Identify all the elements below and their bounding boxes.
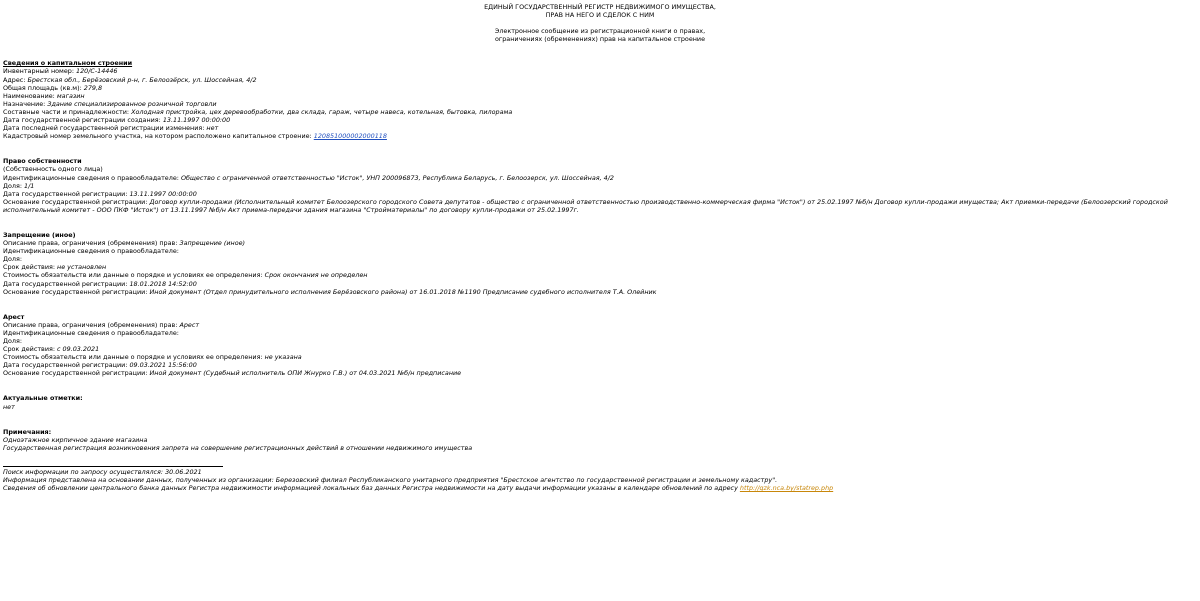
ownership-basis: Основание государственной регистрации: Договор купли-продажи (Исполнительный комитет Белоозерского городского Совета депутатов - общество с ограниченной ответственностью производственно-коммерческая фирма "Исток") от 25.02.1997 №б/н Договор купли-продажи имущества; Акт приемки-передачи (Белоозерский городской исполнительный комитет - ООО ПКФ "Исток") от 13.11.1997 №б/н Акт приема-передачи здания магазина "Стройматериалы" по договору купли-продажи от 25.02.1997г. xyxy=(3,197,1168,214)
building-name: Наименование: магазин xyxy=(3,91,85,100)
update-calendar-link[interactable]: http://gzk.nca.by/statrep.php xyxy=(739,484,834,493)
header-line-2: ПРАВ НА НЕГО И СДЕЛОК С НИМ xyxy=(545,11,655,20)
notes-line-2: Государственная регистрация возникновения запрета на совершение регистрационных действий в отношении недвижимого имущества xyxy=(3,443,473,452)
source-note: Информация представлена на основании данных, полученных из организации: Березовский филиал Республиканского унитарного предприятия "Брестское агентство по государственной регистрации и земельному кадастру". xyxy=(3,476,778,485)
ownership-date: Дата государственной регистрации: 13.11.1997 00:00:00 xyxy=(3,189,197,198)
inventory-number: Инвентарный номер: 120/C-14446 xyxy=(3,67,118,76)
arrest-cost: Стоимость обязательств или данные о порядке и условиях ее определения: не указана xyxy=(3,353,302,362)
building-section xyxy=(3,59,1200,140)
address: Адрес: Брестская обл., Берёзовский р-н, г. Белоозёрск, ул. Шоссейная, 4/2 xyxy=(3,75,257,84)
ban-cost: Стоимость обязательств или данные о порядке и условиях ее определения: Срок окончания не определен xyxy=(3,271,368,280)
document-header xyxy=(3,3,1197,43)
ownership-section xyxy=(3,157,1200,214)
creation-date: Дата государственной регистрации создания: 13.11.1997 00:00:00 xyxy=(3,116,231,125)
building-section-title: Сведения о капитальном строении xyxy=(3,59,133,68)
ban-section xyxy=(3,231,1200,296)
ownership-subtitle: (Собственность одного лица) xyxy=(3,165,103,174)
ban-section-title: Запрещение (иное) xyxy=(3,230,76,239)
header-line-4: ограничениях (обременениях) прав на капитальное строение xyxy=(494,35,706,44)
arrest-section-title: Арест xyxy=(3,312,25,321)
search-date-note: Поиск информации по запросу осуществлялся: 30.06.2021 xyxy=(3,467,202,476)
last-change-date: Дата последней государственной регистрации изменения: нет xyxy=(3,124,219,133)
ownership-holder: Идентификационные сведения о правообладателе: Общество с ограниченной ответственностью "Исток", УНП 200096873, Республика Беларусь, г. Белоозерск, ул. Шоссейная, 4/2 xyxy=(3,173,614,182)
arrest-term: Срок действия: с 09.03.2021 xyxy=(3,345,100,354)
update-note: Сведения об обновлении центрального банка данных Регистра недвижимости информацией локальных баз данных Регистра недвижимости на дату выдачи информации указаны в календаре обновлений по адресу http://gzk.nca.by/statrep.php xyxy=(3,484,834,493)
marks-section xyxy=(3,394,1200,410)
ownership-share: Доля: 1/1 xyxy=(3,181,35,190)
footer-section xyxy=(3,468,1200,492)
arrest-share: Доля: xyxy=(3,337,22,345)
arrest-holder: Идентификационные сведения о правообладателе: xyxy=(3,328,179,337)
marks-value: нет xyxy=(3,402,15,411)
ban-term: Срок действия: не установлен xyxy=(3,263,107,272)
marks-section-title: Актуальные отметки: xyxy=(3,394,83,403)
ban-date: Дата государственной регистрации: 18.01.2018 14:52:00 xyxy=(3,279,197,288)
notes-line-1: Одноэтажное кирпичное здание магазина xyxy=(3,435,148,444)
notes-section-title: Примечания: xyxy=(3,427,52,436)
header-line-1: ЕДИНЫЙ ГОСУДАРСТВЕННЫЙ РЕГИСТР НЕДВИЖИМОГО ИМУЩЕСТВА, xyxy=(484,3,716,11)
footer-separator xyxy=(3,466,223,467)
total-area: Общая площадь (кв.м): 279,8 xyxy=(3,83,103,92)
header-line-3: Электронное сообщение из регистрационной книги о правах, xyxy=(494,27,706,36)
ban-holder: Идентификационные сведения о правообладателе: xyxy=(3,247,179,256)
building-purpose: Назначение: Здание специализированное розничной торговли xyxy=(3,99,217,108)
ownership-section-title: Право собственности xyxy=(3,157,82,166)
arrest-section xyxy=(3,313,1200,378)
arrest-date: Дата государственной регистрации: 09.03.2021 15:56:00 xyxy=(3,361,197,370)
cadastral-number: Кадастровый номер земельного участка, на котором расположено капитальное строение: 120851000002000118 xyxy=(3,132,387,141)
building-parts: Составные части и принадлежности: Холодная пристройка, цех деревообработки, два склада, гараж, четыре навеса, котельная, бытовка, пилорама xyxy=(3,107,513,116)
arrest-description: Описание права, ограничения (обременения) прав: Арест xyxy=(3,320,200,329)
ban-description: Описание права, ограничения (обременения) прав: Запрещение (иное) xyxy=(3,239,246,248)
arrest-basis: Основание государственной регистрации: Иной документ (Судебный исполнитель ОПИ Жнурко Г.В.) от 04.03.2021 №б/н предписание xyxy=(3,369,462,378)
cadastral-number-link[interactable]: 120851000002000118 xyxy=(313,132,387,141)
ban-basis: Основание государственной регистрации: Иной документ (Отдел принудительного исполнения Берёзовского района) от 16.01.2018 №1190 Предписание судебного исполнителя Т.А. Олейник xyxy=(3,287,657,296)
ban-share: Доля: xyxy=(3,255,22,264)
notes-section xyxy=(3,428,1200,452)
